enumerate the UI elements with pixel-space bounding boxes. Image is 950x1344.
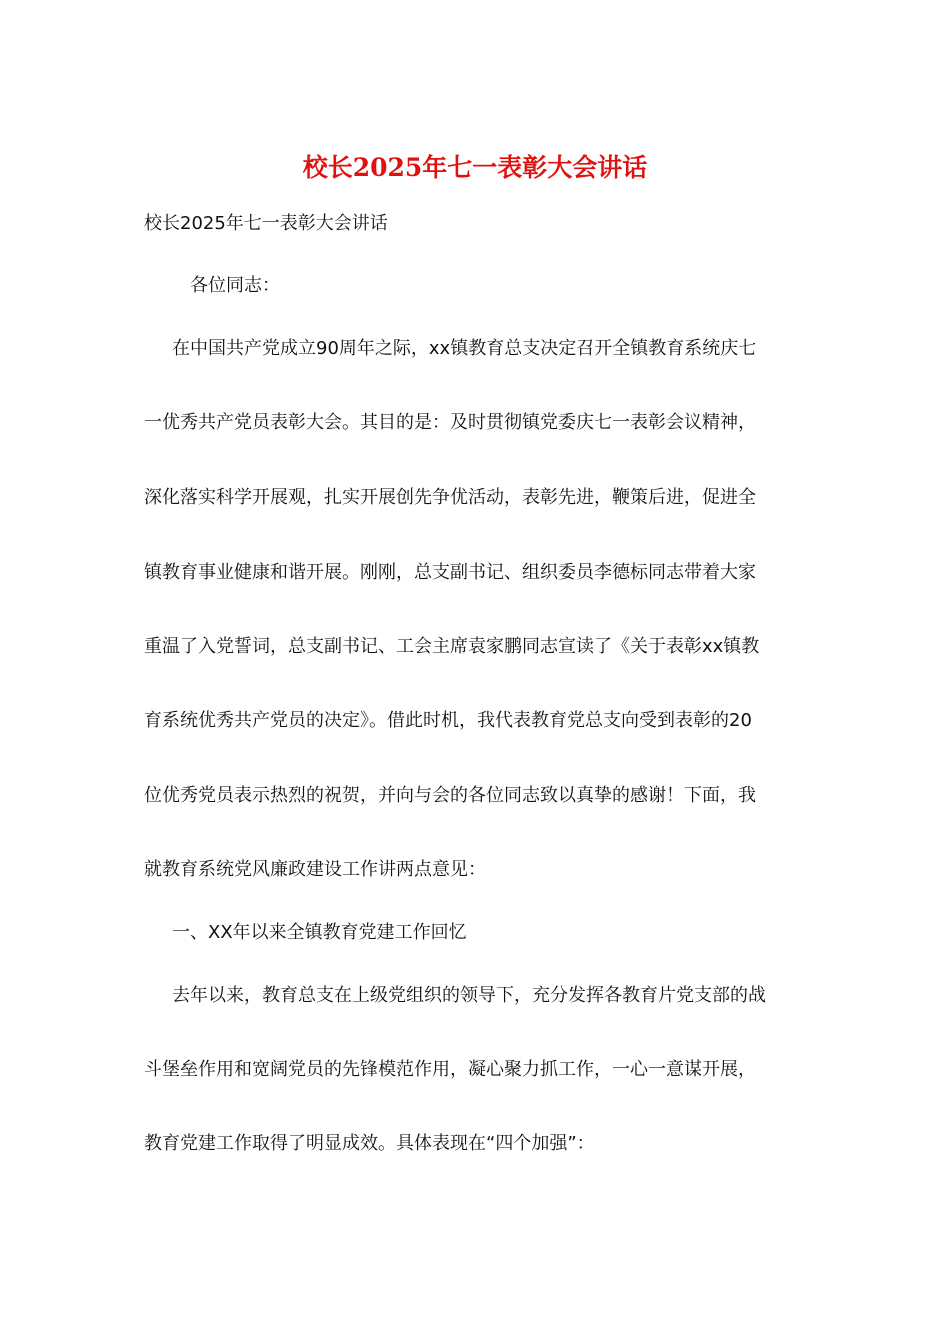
- salutation: 各位同志：: [190, 275, 280, 296]
- paragraph-line: 在中国共产党成立90周年之际，xx镇教育总支决定召开全镇教育系统庆七: [172, 338, 757, 359]
- paragraph-line: 就教育系统党风廉政建设工作讲两点意见：: [144, 859, 486, 880]
- paragraph-line: 去年以来，教育总支在上级党组织的领导下，充分发挥各教育片党支部的战: [172, 985, 766, 1006]
- document-title: 校长2025年七一表彰大会讲话: [302, 153, 648, 182]
- paragraph-line: 育系统优秀共产党员的决定》。借此时机，我代表教育党总支向受到表彰的20: [144, 710, 752, 731]
- document-subtitle: 校长2025年七一表彰大会讲话: [144, 213, 388, 234]
- paragraph-line: 斗堡垒作用和宽阔党员的先锋模范作用，凝心聚力抓工作，一心一意谋开展，: [144, 1059, 756, 1080]
- paragraph-line: 深化落实科学开展观，扎实开展创先争优活动，表彰先进，鞭策后进，促进全: [144, 487, 756, 508]
- paragraph-line: 重温了入党誓词，总支副书记、工会主席袁家鹏同志宣读了《关于表彰xx镇教: [144, 636, 760, 657]
- section-heading: 一、XX年以来全镇教育党建工作回忆: [172, 922, 467, 943]
- paragraph-line: 教育党建工作取得了明显成效。具体表现在“四个加强”：: [144, 1133, 595, 1154]
- paragraph-line: 一优秀共产党员表彰大会。其目的是：及时贯彻镇党委庆七一表彰会议精神，: [144, 412, 756, 433]
- paragraph-line: 位优秀党员表示热烈的祝贺，并向与会的各位同志致以真挚的感谢！下面，我: [144, 785, 756, 806]
- paragraph-line: 镇教育事业健康和谐开展。刚刚，总支副书记、组织委员李德标同志带着大家: [144, 562, 756, 583]
